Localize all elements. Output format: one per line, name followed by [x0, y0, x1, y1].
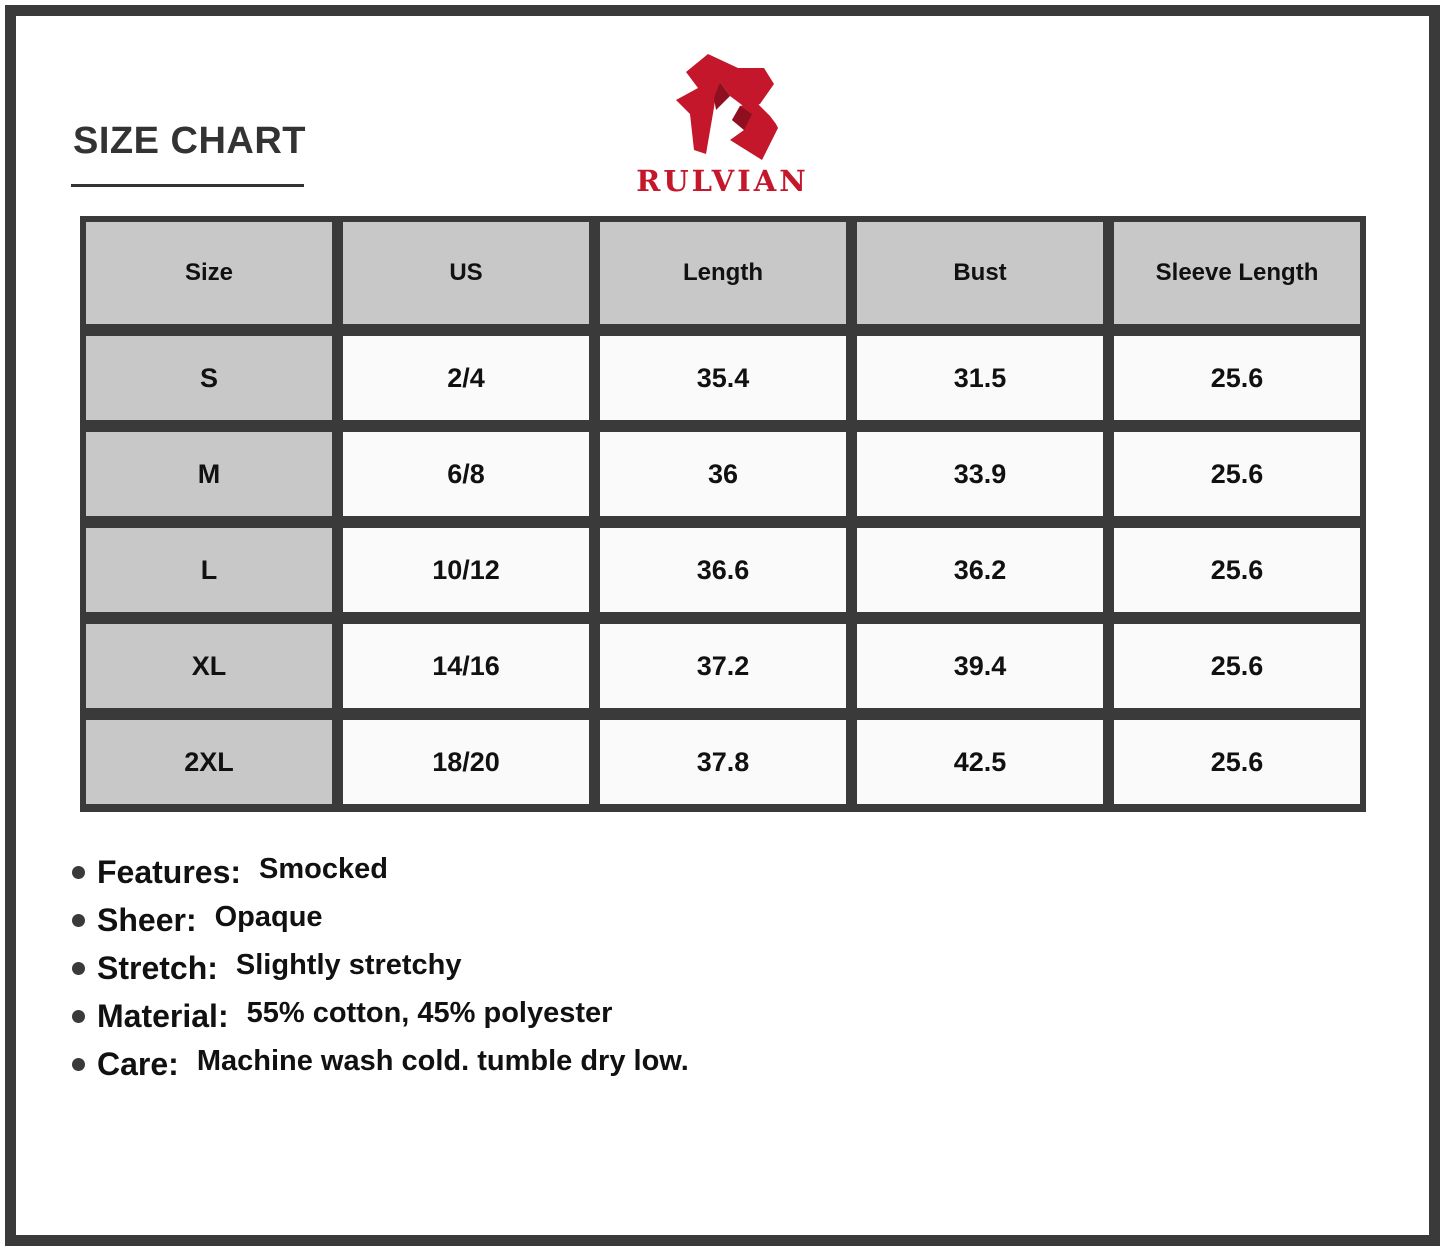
size-label-cell: M [86, 432, 332, 516]
table-cell: 35.4 [600, 336, 846, 420]
bullet-icon [72, 1010, 85, 1023]
stylized-r-logo-icon [668, 50, 778, 162]
table-cell: 25.6 [1114, 720, 1360, 804]
column-header: US [343, 222, 589, 324]
table-cell: 18/20 [343, 720, 589, 804]
size-label-cell: L [86, 528, 332, 612]
detail-label: Stretch: [97, 949, 218, 986]
column-header: Sleeve Length [1114, 222, 1360, 324]
size-label-cell: S [86, 336, 332, 420]
page-title: SIZE CHART [73, 120, 306, 162]
detail-label: Sheer: [97, 901, 197, 938]
table-cell: 37.2 [600, 624, 846, 708]
table-cell: 25.6 [1114, 336, 1360, 420]
bullet-icon [72, 914, 85, 927]
bullet-icon [72, 866, 85, 879]
detail-item [72, 1040, 689, 1088]
table-cell: 42.5 [857, 720, 1103, 804]
column-header: Size [86, 222, 332, 324]
detail-item [72, 944, 689, 992]
table-cell: 33.9 [857, 432, 1103, 516]
table-cell: 2/4 [343, 336, 589, 420]
size-table [80, 216, 1366, 812]
detail-value: Opaque [214, 900, 323, 933]
table-cell: 37.8 [600, 720, 846, 804]
table-cell: 14/16 [343, 624, 589, 708]
brand-name: RULVIAN [636, 164, 809, 198]
detail-value: Machine wash cold. tumble dry low. [196, 1044, 689, 1077]
detail-label: Care: [97, 1045, 179, 1082]
table-cell: 25.6 [1114, 528, 1360, 612]
table-cell: 39.4 [857, 624, 1103, 708]
detail-item [72, 896, 689, 944]
table-cell: 36.6 [600, 528, 846, 612]
table-cell: 31.5 [857, 336, 1103, 420]
detail-label: Features: [97, 853, 242, 890]
detail-label: Material: [97, 997, 229, 1034]
column-header: Bust [857, 222, 1103, 324]
detail-item [72, 848, 689, 896]
brand-logo [620, 50, 825, 200]
table-cell: 36 [600, 432, 846, 516]
table-cell: 25.6 [1114, 432, 1360, 516]
bullet-icon [72, 1058, 85, 1071]
table-cell: 36.2 [857, 528, 1103, 612]
size-label-cell: XL [86, 624, 332, 708]
detail-value: 55% cotton, 45% polyester [246, 996, 613, 1029]
detail-item [72, 992, 689, 1040]
table-cell: 25.6 [1114, 624, 1360, 708]
table-cell: 10/12 [343, 528, 589, 612]
bullet-icon [72, 962, 85, 975]
table-cell: 6/8 [343, 432, 589, 516]
product-details-list [72, 848, 689, 1088]
detail-value: Slightly stretchy [235, 948, 462, 981]
column-header: Length [600, 222, 846, 324]
size-label-cell: 2XL [86, 720, 332, 804]
title-underline [71, 184, 304, 187]
detail-value: Smocked [259, 852, 388, 885]
